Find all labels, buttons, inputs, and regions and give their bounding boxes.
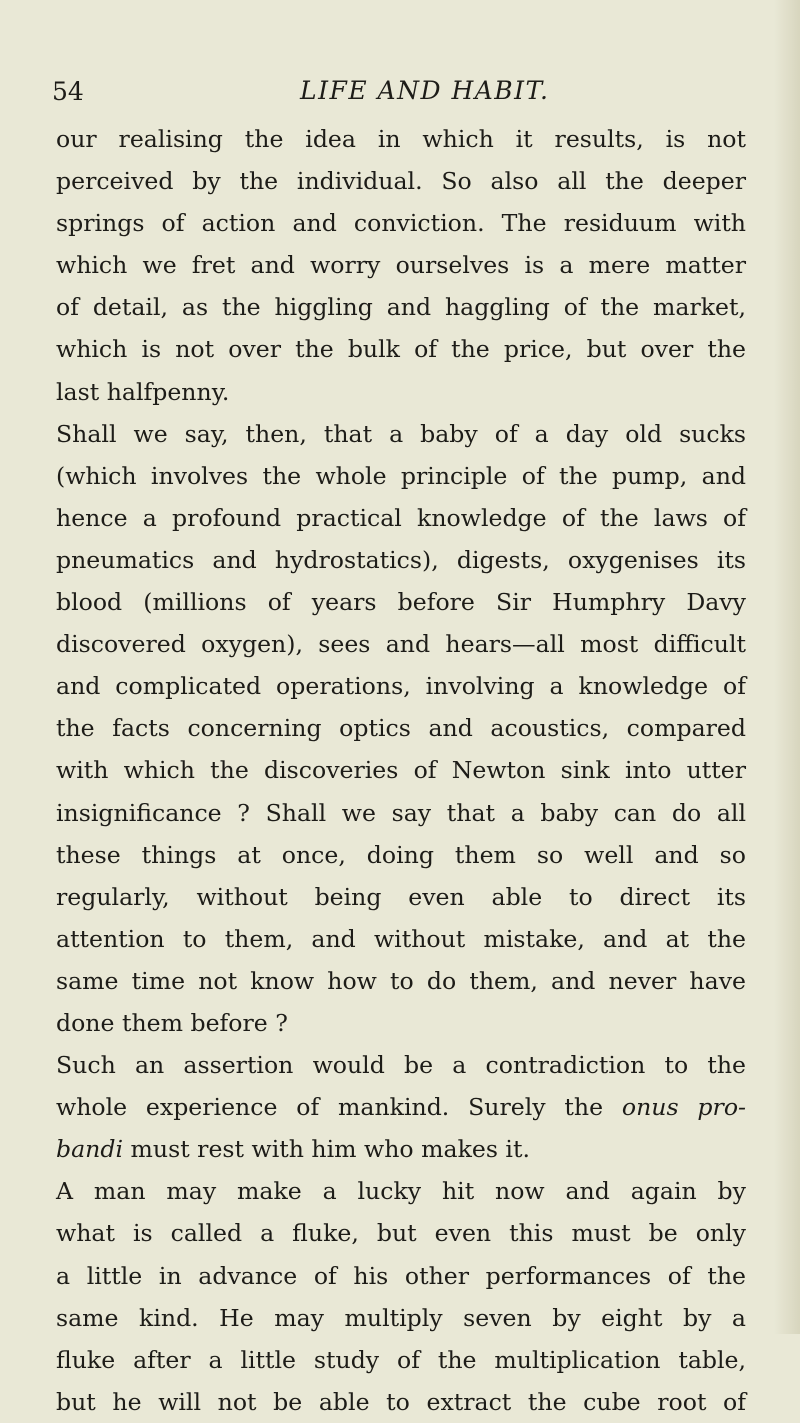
text-line: (which involves the whole principle of the pump, and [56, 461, 746, 490]
text-line: springs of action and conviction. The residuum with [56, 209, 746, 238]
text-line: last halfpenny. [56, 377, 230, 406]
text-line: same kind. He may multiply seven by eight by a [56, 1303, 746, 1332]
text-line: A man may make a lucky hit now and again by [56, 1177, 746, 1206]
text-line: of detail, as the higgling and haggling of the market, [56, 293, 746, 322]
text-line: with which the discoveries of Newton sink into utter [56, 756, 746, 785]
text-line: Shall we say, then, that a baby of a day old sucks [56, 419, 746, 448]
text-line: discovered oxygen), sees and hears—all most difficult [56, 630, 746, 659]
text-line: which is not over the bulk of the price, but over the [56, 335, 746, 364]
text-line: regularly, without being even able to direct its [56, 882, 746, 911]
text-line: these things at once, doing them so well and so [56, 840, 746, 869]
text-line: insignificance ? Shall we say that a baby can do all [56, 798, 746, 827]
body-text [56, 118, 746, 1423]
page-edge-shading [774, 0, 800, 1334]
text-segment: whole experience of mankind. Surely the [56, 1093, 622, 1122]
text-line: attention to them, and without mistake, and at the [56, 924, 746, 953]
text-line: the facts concerning optics and acoustics, compared [56, 714, 746, 743]
text-line [56, 1086, 746, 1128]
text-line: a little in advance of his other performances of the [56, 1261, 746, 1290]
text-line: pneumatics and hydrostatics), digests, oxygenises its [56, 545, 746, 574]
text-line: but he will not be able to extract the cube root of [56, 1387, 746, 1416]
text-line: which we fret and worry ourselves is a mere matter [56, 251, 746, 280]
text-line: and complicated operations, involving a knowledge of [56, 672, 746, 701]
running-title: LIFE AND HABIT. [300, 76, 550, 105]
text-line: what is called a fluke, but even this must be only [56, 1219, 746, 1248]
text-line: hence a profound practical knowledge of the laws of [56, 503, 746, 532]
text-line: fluke after a little study of the multiplication table, [56, 1345, 746, 1374]
text-line: same time not know how to do them, and never have [56, 966, 746, 995]
text-line: Such an assertion would be a contradiction to the [56, 1051, 746, 1080]
italic-phrase: onus pro- [621, 1093, 746, 1122]
page-number: 54 [52, 77, 84, 106]
text-line [56, 1128, 746, 1170]
text-line: perceived by the individual. So also all the deeper [56, 167, 746, 196]
text-line: our realising the idea in which it results, is not [56, 125, 746, 153]
text-line: done them before ? [56, 1008, 288, 1037]
italic-phrase: bandi [56, 1135, 124, 1164]
text-segment: must rest with him who makes it. [123, 1135, 530, 1164]
text-line: blood (millions of years before Sir Humphry Davy [56, 588, 746, 617]
